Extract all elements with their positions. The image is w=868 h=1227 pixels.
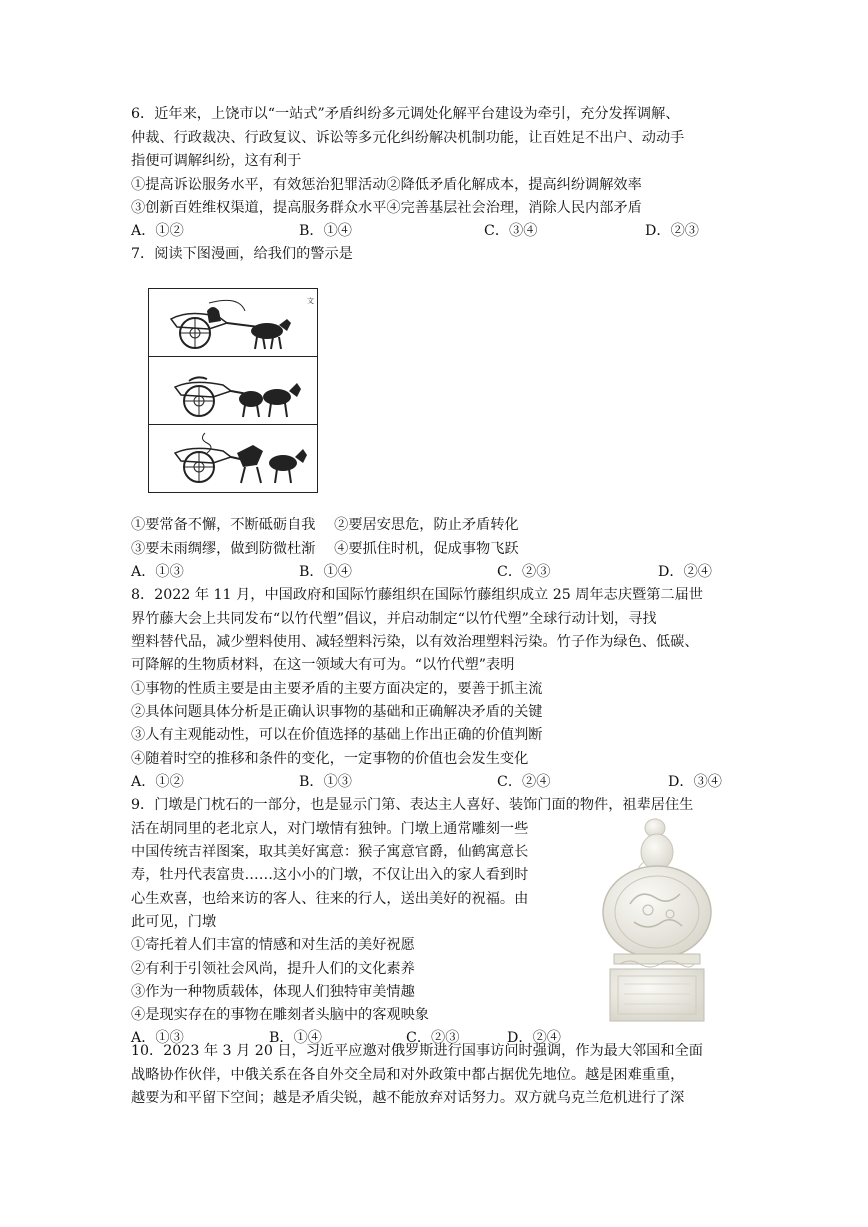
q8-option-d: D．③④ [668,774,722,790]
q10-line-2: 战略协作伙伴，中俄关系在各自外交全局和对外政策中都占据优先地位。越是困难重重， [131,1067,685,1083]
q7-option-a: A．①③ [131,564,184,580]
q9-line-6: 此可见，门墩 [131,914,217,930]
q8-line-6: ②具体问题具体分析是正确认识事物的基础和正确解决矛盾的关键 [131,704,543,720]
q9-option-a: A．①③ [131,1030,184,1046]
q10-line-1: 10．2023 年 3 月 20 日，习近平应邀对俄罗斯进行国事访问时强调，作为最大邻国和全面 [131,1043,703,1059]
q6-line-1: 6．近年来，上饶市以“一站式”矛盾纠纷多元调处化解平台建设为牵引，充分发挥调解、 [131,106,680,122]
q9-option-c: C．②③ [406,1030,460,1046]
comic-panel-2 [149,357,317,425]
q9-line-4: 寿，牡丹代表富贵……这小小的门墩，不仅让出入的家人看到时 [131,867,529,883]
q6-option-c: C．③④ [484,223,538,239]
q7-option-b: B．①④ [299,564,352,580]
q9-item-3: ③作为一种物质载体，体现人们独特审美情趣 [131,984,415,1000]
door-pier-stone-image [600,814,715,1026]
q9-item-2: ②有利于引领社会风尚，提升人们的文化素养 [131,961,415,977]
q8-option-c: C．②④ [497,774,551,790]
q7-item-line-2: ③要未雨绸缪，做到防微杜渐 ④要抓住时机，促成事物飞跃 [131,541,519,557]
q6-option-d: D．②③ [645,223,699,239]
svg-text:文: 文 [307,297,314,305]
q6-option-a: A．①② [131,223,184,239]
q8-line-5: ①事物的性质主要是由主要矛盾的主要方面决定的，要善于抓主流 [131,681,543,697]
comic-panel-3 [149,425,317,491]
q10-line-3: 越要为和平留下空间；越是矛盾尖锐，越不能放弃对话努力。双方就乌克兰危机进行了深 [131,1090,685,1106]
q9-line-5: 心生欢喜，也给来访的客人、往来的行人，送出美好的祝福。由 [131,891,529,907]
q9-line-2: 活在胡同里的老北京人，对门墩情有独钟。门墩上通常雕刻一些 [131,821,529,837]
q9-option-d: D．②④ [507,1030,561,1046]
q7-option-c: C．②③ [497,564,551,580]
q6-line-5: ③创新百姓维权渠道，提高服务群众水平④完善基层社会治理，消除人民内部矛盾 [131,200,642,216]
q6-line-2: 仲裁、行政裁决、行政复议、诉讼等多元化纠纷解决机制功能，让百姓足不出户、动动手 [131,130,685,146]
q8-line-2: 界竹藤大会上共同发布“以竹代塑”倡议，并启动制定“以竹代塑”全球行动计划，寻找 [131,611,657,627]
q7-item-line-1: ①要常备不懈，不断砥砺自我 ②要居安思危，防止矛盾转化 [131,517,519,533]
q6-line-3: 指便可调解纠纷，这有利于 [131,153,302,169]
q8-line-3: 塑料替代品，减少塑料使用、减轻塑料污染，以有效治理塑料污染。竹子作为绿色、低碳、 [131,634,699,650]
q9-item-1: ①寄托着人们丰富的情感和对生活的美好祝愿 [131,937,415,953]
q8-option-a: A．①② [131,774,184,790]
comic-panel-1 [149,289,317,357]
q7-stem: 7．阅读下图漫画，给我们的警示是 [131,246,353,262]
q9-item-4: ④是现实存在的事物在雕刻者头脑中的客观映象 [131,1007,429,1023]
q8-line-1: 8．2022 年 11 月，中国政府和国际竹藤组织在国际竹藤组织成立 25 周年志庆暨第二届世 [131,587,703,603]
q9-line-3: 中国传统吉祥图案，取其美好寓意：猴子寓意官爵，仙鹤寓意长 [131,844,529,860]
q6-option-b: B．①④ [299,223,352,239]
q7-option-d: D．②④ [658,564,712,580]
q8-line-8: ④随着时空的推移和条件的变化，一定事物的价值也会发生变化 [131,751,529,767]
comic-image [148,288,318,493]
q8-option-b: B．①③ [299,774,352,790]
q8-line-7: ③人有主观能动性，可以在价值选择的基础上作出正确的价值判断 [131,727,543,743]
q6-line-4: ①提高诉讼服务水平，有效惩治犯罪活动②降低矛盾化解成本，提高纠纷调解效率 [131,177,642,193]
q9-line-1: 9．门墩是门枕石的一部分，也是显示门第、表达主人喜好、装饰门面的物件，祖辈居住生 [131,797,694,813]
q8-line-4: 可降解的生物质材料，在这一领域大有可为。“以竹代塑”表明 [131,657,515,673]
q9-option-b: B．①④ [269,1030,322,1046]
